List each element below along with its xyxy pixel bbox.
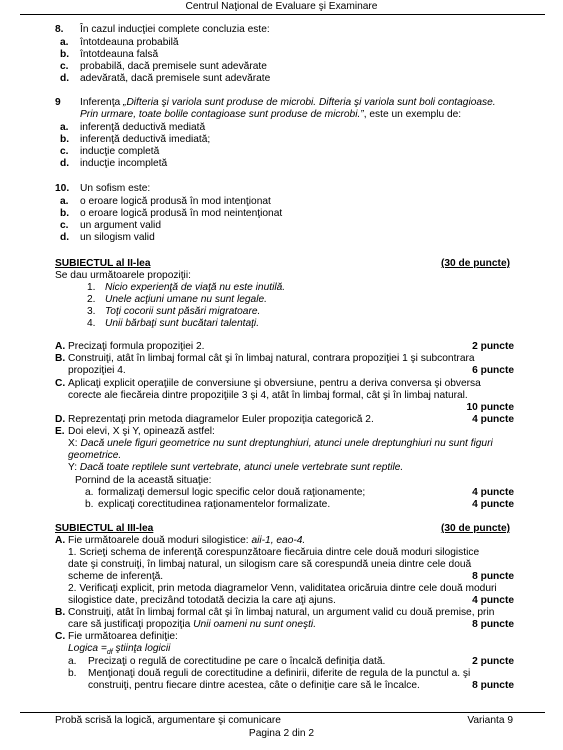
definition-right: ştiinţa logicii xyxy=(112,643,171,654)
item-text: 2. Verificaţi explicit, prin metoda diagramelor Venn, validitatea oricăruia dintre cele două moduri xyxy=(68,583,497,594)
option-letter: d. xyxy=(60,232,70,243)
item-letter: E. xyxy=(55,426,65,437)
item-text: silogistice date, precizând totodată decizia la care aţi ajuns. xyxy=(68,595,336,606)
item-points: 2 puncte xyxy=(472,656,514,667)
item-letter: B. xyxy=(55,607,66,618)
subitem-letter: b. xyxy=(85,499,94,510)
item-letter: A. xyxy=(55,535,66,546)
item-text: Construiţi, atât în limbaj formal cât şi în limbaj natural, contrara propoziţiei 1 şi subcontrara xyxy=(68,353,475,364)
prop-text: Toţi cocorii sunt păsări migratoare. xyxy=(105,306,261,317)
option-text: inducţie incompletă xyxy=(80,158,168,169)
prop-text: Unele acţiuni umane nu sunt legale. xyxy=(105,294,267,305)
item-text: care să justificaţi propoziţia xyxy=(68,619,194,630)
item-text-line xyxy=(68,535,305,547)
option-letter: c. xyxy=(60,220,69,231)
page-number: Pagina 2 din 2 xyxy=(248,728,315,739)
option-text: un silogism valid xyxy=(80,232,155,243)
speaker-label: Y: xyxy=(68,462,80,473)
item-italic: Unii oameni nu sunt oneşti. xyxy=(193,619,317,630)
option-letter: c. xyxy=(60,61,69,72)
option-letter: c. xyxy=(60,146,69,157)
speaker-label: X: xyxy=(68,438,81,449)
item-points: 4 puncte xyxy=(472,487,514,498)
item-points: 8 puncte xyxy=(472,571,514,582)
subitem-text: Precizaţi o regulă de corectitudine pe care o încalcă definiţia dată. xyxy=(88,656,386,667)
prop-number: 2. xyxy=(87,294,96,305)
question-stem: În cazul inducţiei complete concluzia este: xyxy=(80,24,270,35)
item-points: 8 puncte xyxy=(472,680,514,691)
item-text: Pornind de la această situaţie: xyxy=(75,475,212,486)
item-text: Reprezentaţi prin metoda diagramelor Euler propoziţia categorică 2. xyxy=(68,414,374,425)
footer-variant: Varianta 9 xyxy=(467,715,513,726)
item-text: Fie următoarele două moduri silogistice: xyxy=(68,535,252,546)
option-letter: d. xyxy=(60,73,70,84)
option-letter: d. xyxy=(60,158,70,169)
stem-text: , este un exemplu de: xyxy=(363,109,462,120)
speaker-statement: Dacă toate reptilele sunt vertebrate, atunci unele vertebrate sunt reptile. xyxy=(79,462,404,473)
item-points: 4 puncte xyxy=(472,499,514,510)
item-letter: D. xyxy=(55,414,66,425)
option-letter: b. xyxy=(60,134,70,145)
definition-subscript: df xyxy=(106,649,113,657)
option-letter: a. xyxy=(60,196,69,207)
item-text: corecte ale fiecăreia dintre propoziţiile 3 şi 4, atât în limbaj formal, cât şi în limbaj natural. xyxy=(68,390,468,401)
prop-text: Nicio experienţă de viaţă nu este inutilă. xyxy=(105,282,286,293)
option-text: întotdeauna falsă xyxy=(80,49,159,60)
option-text: inferenţă deductivă imediată; xyxy=(80,134,211,145)
question-stem-line2 xyxy=(80,109,461,121)
item-letter: B. xyxy=(55,353,66,364)
prop-number: 3. xyxy=(87,306,96,317)
stem-text: Inferenţa xyxy=(80,97,124,108)
footer-divider xyxy=(20,712,545,713)
subitem-letter: a. xyxy=(85,487,94,498)
item-text: Construiţi, atât în limbaj formal cât şi în limbaj natural, un argument valid cu două premise, prin xyxy=(68,607,495,618)
section-title: SUBIECTUL al II-lea xyxy=(55,258,151,269)
footer-left: Probă scrisă la logică, argumentare şi comunicare xyxy=(55,715,281,726)
question-number: 9 xyxy=(55,97,61,108)
header-divider xyxy=(20,14,545,15)
item-points: 4 puncte xyxy=(472,595,514,606)
stem-quote: Prin urmare, toate bolile contagioase sunt produse de microbi.” xyxy=(80,109,364,120)
item-letter: A. xyxy=(55,341,66,352)
subitem-text: Menţionaţi două reguli de corectitudine a definirii, diferite de regula de la punctul a. şi xyxy=(88,668,471,679)
question-number: 10. xyxy=(55,183,70,194)
item-letter: C. xyxy=(55,631,66,642)
option-text: probabilă, dacă premisele sunt adevărate xyxy=(80,61,267,72)
prop-number: 4. xyxy=(87,318,96,329)
option-text: un argument valid xyxy=(80,220,161,231)
item-text: Aplicaţi explicit operaţiile de conversiune şi obversiune, pentru a deriva conversa şi obversa xyxy=(68,378,481,389)
question-stem: Un sofism este: xyxy=(80,183,151,194)
student-y-line xyxy=(68,462,403,474)
page-header: Centrul Naţional de Evaluare şi Examinare xyxy=(185,1,378,12)
option-text: inducţie completă xyxy=(80,146,160,157)
prop-number: 1. xyxy=(87,282,96,293)
prop-text: Unii bărbaţi sunt bucătari talentaţi. xyxy=(105,318,260,329)
subitem-text: formalizaţi demersul logic specific celor două raţionamente; xyxy=(98,487,366,498)
intro-text: Se dau următoarele propoziţii: xyxy=(55,270,191,281)
item-text: propoziţiei 4. xyxy=(68,365,126,376)
item-italic: aii-1, eao-4. xyxy=(251,535,306,546)
item-letter: C. xyxy=(55,378,66,389)
question-number: 8. xyxy=(55,24,64,35)
section-points: (30 de puncte) xyxy=(440,523,510,534)
option-letter: b. xyxy=(60,208,70,219)
subitem-letter: b. xyxy=(68,668,77,679)
option-text: o eroare logică produsă în mod neintenţionat xyxy=(80,208,283,219)
speaker-statement: Dacă unele figuri geometrice nu sunt dreptunghiuri, atunci unele dreptunghiuri nu sunt figuri xyxy=(80,438,493,449)
option-letter: a. xyxy=(60,122,69,133)
item-text: 1. Scrieţi schema de inferenţă corespunzătoare fiecăruia dintre cele două moduri silogistice xyxy=(68,547,480,558)
speaker-statement: geometrice. xyxy=(68,450,122,461)
item-text: Fie următoarea definiţie: xyxy=(68,631,178,642)
student-x-line xyxy=(68,438,493,450)
question-stem-line1 xyxy=(80,97,496,109)
section-title: SUBIECTUL al III-lea xyxy=(55,523,154,534)
item-text: Doi elevi, X şi Y, opinează astfel: xyxy=(68,426,215,437)
item-points: 6 puncte xyxy=(472,365,514,376)
option-text: întotdeauna probabilă xyxy=(80,37,179,48)
subitem-letter: a. xyxy=(68,656,77,667)
subitem-text: explicaţi corectitudinea raţionamentelor formalizate. xyxy=(98,499,331,510)
option-text: adevărată, dacă premisele sunt adevărate xyxy=(80,73,271,84)
item-text: scheme de inferenţă. xyxy=(68,571,164,582)
item-points: 4 puncte xyxy=(472,414,514,425)
item-points: 2 puncte xyxy=(472,341,514,352)
section-points: (30 de puncte) xyxy=(440,258,510,269)
item-text: date şi construiţi, în limbaj natural, un silogism care să corespundă uneia dintre cele două xyxy=(68,559,472,570)
item-points: 10 puncte xyxy=(466,402,514,413)
option-letter: b. xyxy=(60,49,70,60)
option-text: o eroare logică produsă în mod intenţionat xyxy=(80,196,271,207)
stem-quote: „Difteria şi variola sunt produse de microbi. Difteria şi variola sunt boli contagioase. xyxy=(123,97,496,108)
definition-left: Logica = xyxy=(68,643,107,654)
item-text: Precizaţi formula propoziţiei 2. xyxy=(68,341,205,352)
subitem-text: construiţi, pentru fiecare dintre acestea, câte o definiţie care să le încalce. xyxy=(88,680,420,691)
item-points: 8 puncte xyxy=(472,619,514,630)
item-text-line xyxy=(68,619,316,631)
option-text: inferenţă deductivă mediată xyxy=(80,122,206,133)
option-letter: a. xyxy=(60,37,69,48)
